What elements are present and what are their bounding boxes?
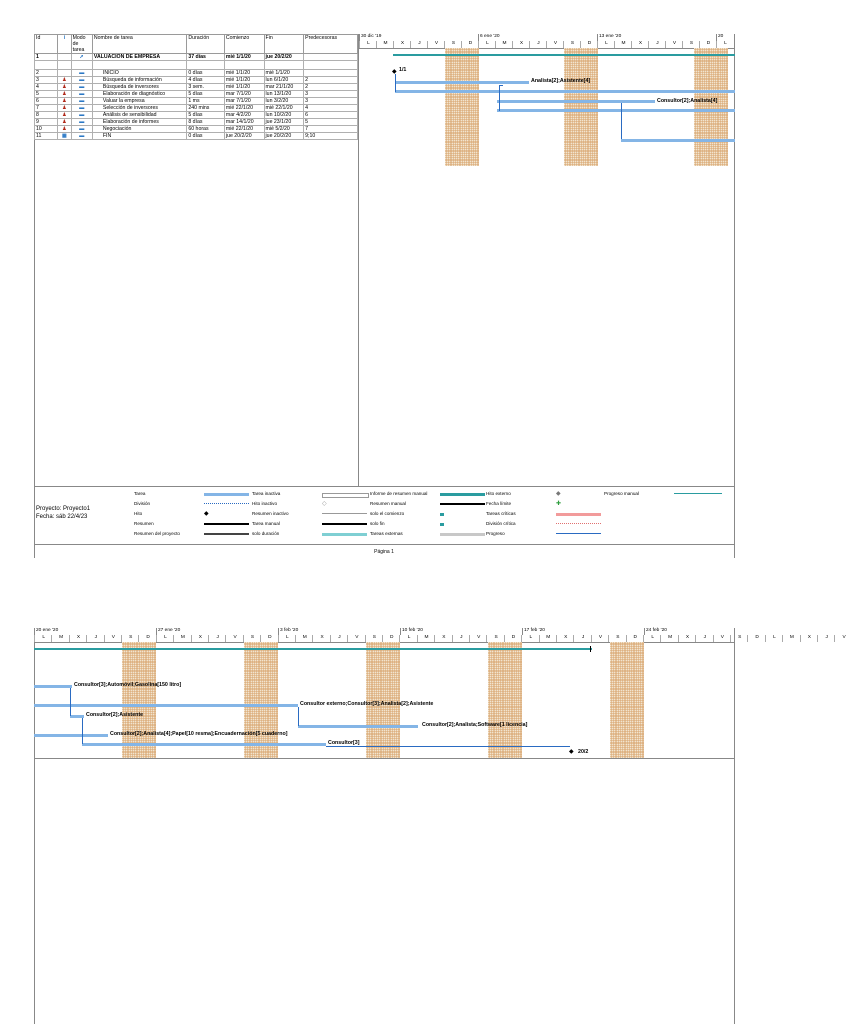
resource-icon: ♟ (58, 119, 71, 126)
resource-label: Consultor externo;Consultor[3];Analista[2];Asistente (300, 701, 434, 707)
timescale-day: X (631, 41, 649, 48)
col-predecessors[interactable]: Predecesoras (304, 35, 358, 54)
timescale-week: 30 dic '19 (361, 34, 382, 39)
milestone-label: 1/1 (399, 67, 407, 73)
timescale-day: X (312, 635, 330, 642)
task-mode-icon: ▬ (71, 126, 92, 133)
timescale-day: D (504, 635, 522, 642)
timescale-day: J (573, 635, 591, 642)
nonworking-days (445, 48, 479, 166)
timescale-day: L (597, 41, 615, 48)
table-row[interactable]: 5 ♟ ▬ Elaboración de diagnóstico 5 días mar 7/1/20 lun 13/1/20 3 (35, 91, 358, 98)
timescale-day: J (208, 635, 226, 642)
milestone-inactive-icon: ◇ (322, 501, 327, 507)
table-row[interactable]: 6 ♟ ▬ Valuar la empresa 1 ms mar 7/1/20 lun 3/2/20 3 (35, 98, 358, 105)
legend-column: Hito externo ◆ Fecha límite ✚ Tareas críticas División crítica Progreso (486, 491, 516, 541)
timescale-day: M (376, 41, 394, 48)
col-finish[interactable]: Fin (264, 35, 304, 54)
task-bar[interactable] (621, 139, 735, 142)
timescale-day: V (104, 635, 122, 642)
timescale-day: V (834, 635, 852, 642)
timescale-day: S (608, 635, 626, 642)
task-mode-icon: ▬ (71, 91, 92, 98)
timescale-day: V (665, 41, 683, 48)
timescale-day: X (800, 635, 818, 642)
milestone-label: 20/2 (578, 749, 589, 755)
dependency-link (298, 707, 299, 726)
table-row[interactable]: 1 ➚ VALUACION DE EMPRESA 37 días mié 1/1/20 jue 20/2/20 (35, 54, 358, 61)
timescale-day: M (51, 635, 69, 642)
task-table (34, 34, 358, 140)
summary-bar[interactable] (393, 54, 735, 56)
table-row[interactable]: 8 ♟ ▬ Análisis de sensibilidad 5 días mar 4/2/20 lun 10/2/20 6 (35, 112, 358, 119)
dependency-link (499, 85, 500, 111)
task-bar[interactable] (34, 734, 108, 737)
timescale-day: X (678, 635, 696, 642)
timescale-day: M (495, 41, 513, 48)
dependency-link (326, 746, 570, 747)
timescale-day: M (660, 635, 678, 642)
timescale-day: M (295, 635, 313, 642)
timescale-day: V (591, 635, 609, 642)
deadline-icon: ✚ (556, 501, 562, 507)
nonworking-days (366, 642, 400, 758)
legend-column: Informe de resumen manual Resumen manual solo el comienzo solo fin Tareas externas (370, 491, 427, 541)
dependency-link (621, 103, 622, 139)
resource-icon: ♟ (58, 91, 71, 98)
timescale-day: L (359, 41, 377, 48)
timescale-day: S (444, 41, 462, 48)
col-id[interactable]: Id (35, 35, 58, 54)
project-info: Proyecto: Proyecto1 Fecha: sáb 22/4/23 (36, 506, 91, 520)
nonworking-days (244, 642, 278, 758)
table-row[interactable]: 3 ♟ ▬ Búsqueda de información 4 días mié 1/1/20 lun 6/1/20 2 (35, 77, 358, 84)
timescale (359, 34, 735, 49)
dependency-link (82, 718, 83, 744)
timescale-day: S (730, 635, 748, 642)
timescale-day: X (69, 635, 87, 642)
table-row-empty (35, 61, 358, 70)
milestone-icon: ◆ (204, 511, 209, 517)
timescale-day: J (410, 41, 428, 48)
resource-label: Consultor[3];Automóvil;Gasolina[150 litro] (74, 682, 182, 688)
timescale-day: X (556, 635, 574, 642)
timescale-week: 20 ene '20 (36, 628, 59, 633)
timescale-day: L (521, 635, 539, 642)
timescale-day: L (643, 635, 661, 642)
resource-icon: ♟ (58, 126, 71, 133)
table-row[interactable]: 10 ♟ ▬ Negociación 60 horas mié 22/1/20 mié 5/2/20 7 (35, 126, 358, 133)
nonworking-days (122, 642, 156, 758)
auto-schedule-icon: ➚ (71, 54, 92, 61)
task-bar[interactable] (497, 109, 735, 112)
page-footer: Página 1 (34, 544, 734, 559)
timescale-day: D (580, 41, 598, 48)
task-mode-icon: ▬ (71, 70, 92, 77)
resource-label: Analista[2];Asistente[4] (531, 78, 591, 84)
timescale-day: J (86, 635, 104, 642)
external-milestone-icon: ◆ (556, 491, 561, 497)
gantt-chart-1 (358, 34, 735, 486)
task-bar[interactable] (395, 90, 735, 93)
col-duration[interactable]: Duración (187, 35, 225, 54)
timescale-day: L (34, 635, 52, 642)
col-start[interactable]: Comienzo (224, 35, 264, 54)
timescale-week: 6 ene '20 (480, 34, 500, 39)
timescale-day: V (469, 635, 487, 642)
timescale-day: J (330, 635, 348, 642)
task-mode-icon: ▬ (71, 98, 92, 105)
timescale-day: J (452, 635, 470, 642)
summary-bar[interactable] (34, 648, 592, 650)
timescale-day: J (648, 41, 666, 48)
milestone-diamond-icon[interactable]: ◆ (392, 69, 397, 75)
nonworking-days (694, 48, 728, 166)
timescale-week: 10 feb '20 (402, 628, 423, 633)
timescale-week: 3 feb '20 (280, 628, 299, 633)
task-mode-icon: ▬ (71, 77, 92, 84)
timescale-day: M (539, 635, 557, 642)
timescale-day: V (713, 635, 731, 642)
nonworking-days (488, 642, 522, 758)
table-row[interactable]: 9 ♟ ▬ Elaboración de informes 8 días mar 14/1/20 jue 23/1/20 5 (35, 119, 358, 126)
task-bar[interactable] (497, 100, 655, 103)
timescale-day: S (682, 41, 700, 48)
legend-column: Progreso manual (604, 491, 639, 501)
table-row[interactable]: 2 ▬ INICIO 0 días mié 1/1/20 mié 1/1/20 (35, 70, 358, 77)
table-row[interactable]: 4 ♟ ▬ Búsqueda de inversores 3 sem. mié 1/1/20 mar 21/1/20 2 (35, 84, 358, 91)
summary-end-cap (590, 646, 591, 652)
timescale-day: D (626, 635, 644, 642)
resource-icon: ♟ (58, 84, 71, 91)
timescale-day: S (365, 635, 383, 642)
milestone-diamond-icon[interactable]: ◆ (569, 749, 574, 755)
timescale-day: J (529, 41, 547, 48)
table-row[interactable]: 11 ▦ ▬ FIN 0 días jue 20/2/20 jue 20/2/20 9;10 (35, 133, 358, 140)
col-name[interactable]: Nombre de tarea (92, 35, 186, 54)
timescale-day: D (699, 41, 717, 48)
timescale-day: X (191, 635, 209, 642)
nonworking-days (564, 48, 598, 166)
calendar-icon: ▦ (58, 133, 71, 140)
resource-label: Consultor[2];Analista[4] (657, 98, 718, 104)
timescale-day: L (716, 41, 734, 48)
col-mode[interactable]: Modo de tarea (71, 35, 92, 54)
legend (34, 486, 734, 545)
task-bar[interactable] (395, 81, 529, 84)
table-row[interactable]: 7 ♟ ▬ Selección de inversores 240 mins mié 22/1/20 mié 22/1/20 4 (35, 105, 358, 112)
task-bar[interactable] (82, 743, 326, 746)
gantt-chart-2 (34, 628, 846, 759)
task-bar[interactable] (298, 725, 418, 728)
dependency-link (70, 688, 71, 716)
timescale-day: D (138, 635, 156, 642)
resource-label: Consultor[3] (328, 740, 360, 746)
task-mode-icon: ▬ (71, 112, 92, 119)
nonworking-days (610, 642, 644, 758)
timescale-day: D (461, 41, 479, 48)
timescale-day: S (243, 635, 261, 642)
gantt-page-1 (34, 34, 734, 558)
table-header (35, 35, 358, 54)
task-bar[interactable] (34, 704, 298, 707)
resource-icon: ♟ (58, 77, 71, 84)
timescale-day: L (765, 635, 783, 642)
task-mode-icon: ▬ (71, 133, 92, 140)
timescale-day: M (417, 635, 435, 642)
timescale-day: L (156, 635, 174, 642)
timescale-day: M (614, 41, 632, 48)
legend-column: Tarea inactiva Hito inactivo ◇ Resumen inactivo Tarea manual solo duración (252, 491, 289, 541)
info-icon[interactable]: i (58, 35, 71, 54)
timescale-day: V (546, 41, 564, 48)
timescale-week: 24 feb '20 (646, 628, 667, 633)
timescale-day: M (173, 635, 191, 642)
timescale-day: X (512, 41, 530, 48)
timescale-day: D (260, 635, 278, 642)
timescale-week: 20 (718, 34, 724, 39)
task-mode-icon: ▬ (71, 105, 92, 112)
timescale-day: J (817, 635, 835, 642)
resource-icon: ♟ (58, 98, 71, 105)
timescale (34, 628, 846, 643)
task-mode-icon: ▬ (71, 119, 92, 126)
timescale-day: L (478, 41, 496, 48)
dependency-link (395, 74, 396, 92)
timescale-day: S (486, 635, 504, 642)
resource-label: Consultor[2];Asistente (86, 712, 144, 718)
timescale-day: D (747, 635, 765, 642)
timescale-day: V (347, 635, 365, 642)
resource-label: Consultor[2];Analista;Software[1 licencia] (422, 722, 528, 728)
timescale-week: 27 ene '20 (158, 628, 181, 633)
timescale-day: X (393, 41, 411, 48)
task-mode-icon: ▬ (71, 84, 92, 91)
timescale-day: J (695, 635, 713, 642)
timescale-day: S (563, 41, 581, 48)
timescale-day: M (782, 635, 800, 642)
task-bar[interactable] (34, 685, 72, 688)
resource-icon: ♟ (58, 112, 71, 119)
timescale-day: V (427, 41, 445, 48)
timescale-day: D (382, 635, 400, 642)
legend-column: Tarea División Hito ◆ Resumen Resumen del proyecto (134, 491, 180, 541)
timescale-week: 17 feb '20 (524, 628, 545, 633)
resource-icon: ♟ (58, 105, 71, 112)
timescale-day: X (434, 635, 452, 642)
timescale-week: 13 ene '20 (599, 34, 622, 39)
gantt-page-2 (34, 628, 846, 1024)
timescale-day: V (225, 635, 243, 642)
timescale-day: L (399, 635, 417, 642)
resource-label: Consultor[2];Analista[4];Papel[10 resma];Encuadernación[5 cuaderno] (110, 731, 288, 737)
timescale-day: S (121, 635, 139, 642)
timescale-day: L (278, 635, 296, 642)
